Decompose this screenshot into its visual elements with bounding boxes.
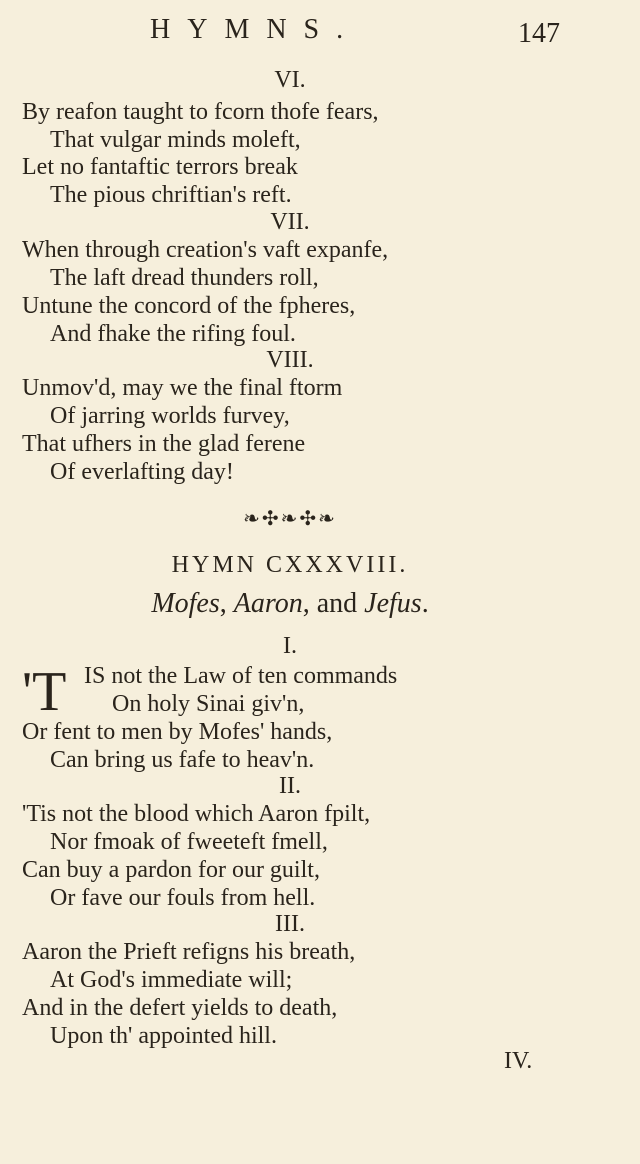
- verse-line: Nor fmoak of fweeteft fmell,: [50, 829, 328, 855]
- verse-line: Unmov'd, may we the final ftorm: [22, 375, 343, 401]
- verse-line: At God's immediate will;: [50, 967, 293, 993]
- running-head: HYMNS.: [150, 14, 361, 45]
- verse-line: Of everlafting day!: [50, 459, 234, 485]
- subtitle-end: .: [421, 588, 429, 619]
- page-number: 147: [518, 18, 560, 49]
- verse-line: The pious chriftian's reft.: [50, 182, 292, 208]
- subtitle-jesus: Jefus: [364, 588, 422, 619]
- stanza-number: VI.: [274, 67, 306, 93]
- verse-line: That ufhers in the glad ferene: [22, 431, 306, 457]
- verse-line: The laft dread thunders roll,: [50, 265, 319, 291]
- verse-line: Aaron the Prieft refigns his breath,: [22, 939, 356, 965]
- stanza-number: III.: [275, 911, 305, 937]
- verse-line: By reafon taught to fcorn thofe fears,: [22, 99, 379, 125]
- verse-line: That vulgar minds moleft,: [50, 127, 301, 153]
- subtitle-separator: , and: [302, 588, 365, 619]
- verse-line: Can bring us fafe to heav'n.: [50, 747, 315, 773]
- verse-line: Or fent to men by Mofes' hands,: [22, 719, 333, 745]
- verse-line: Upon th' appointed hill.: [50, 1023, 277, 1049]
- subtitle-aaron: Aaron: [233, 588, 303, 619]
- catchword: IV.: [504, 1048, 533, 1074]
- ornament-divider: ❧✣❧✣❧: [243, 508, 337, 530]
- subtitle-separator: ,: [219, 588, 234, 619]
- stanza-number: I.: [283, 633, 297, 659]
- drop-cap: 'T: [22, 661, 67, 723]
- verse-line: And in the defert yields to death,: [22, 995, 338, 1021]
- verse-line: When through creation's vaft expanfe,: [22, 237, 389, 263]
- verse-line: Untune the concord of the fpheres,: [22, 293, 356, 319]
- verse-line: Of jarring worlds furvey,: [50, 403, 290, 429]
- stanza-number: VII.: [270, 209, 310, 235]
- verse-line: And fhake the rifing foul.: [50, 321, 296, 347]
- verse-line: Can buy a pardon for our guilt,: [22, 857, 320, 883]
- subtitle-moses: Mofes: [151, 588, 220, 619]
- hymn-title: HYMN CXXXVIII.: [171, 552, 409, 578]
- hymn-subtitle: [0, 588, 580, 620]
- verse-line: Let no fantaftic terrors break: [22, 154, 298, 180]
- stanza-number: VIII.: [266, 347, 314, 373]
- verse-line: IS not the Law of ten commands: [84, 663, 398, 689]
- verse-line: Or fave our fouls from hell.: [50, 885, 316, 911]
- verse-line: On holy Sinai giv'n,: [112, 691, 305, 717]
- stanza-number: II.: [279, 773, 301, 799]
- verse-line: 'Tis not the blood which Aaron fpilt,: [22, 801, 371, 827]
